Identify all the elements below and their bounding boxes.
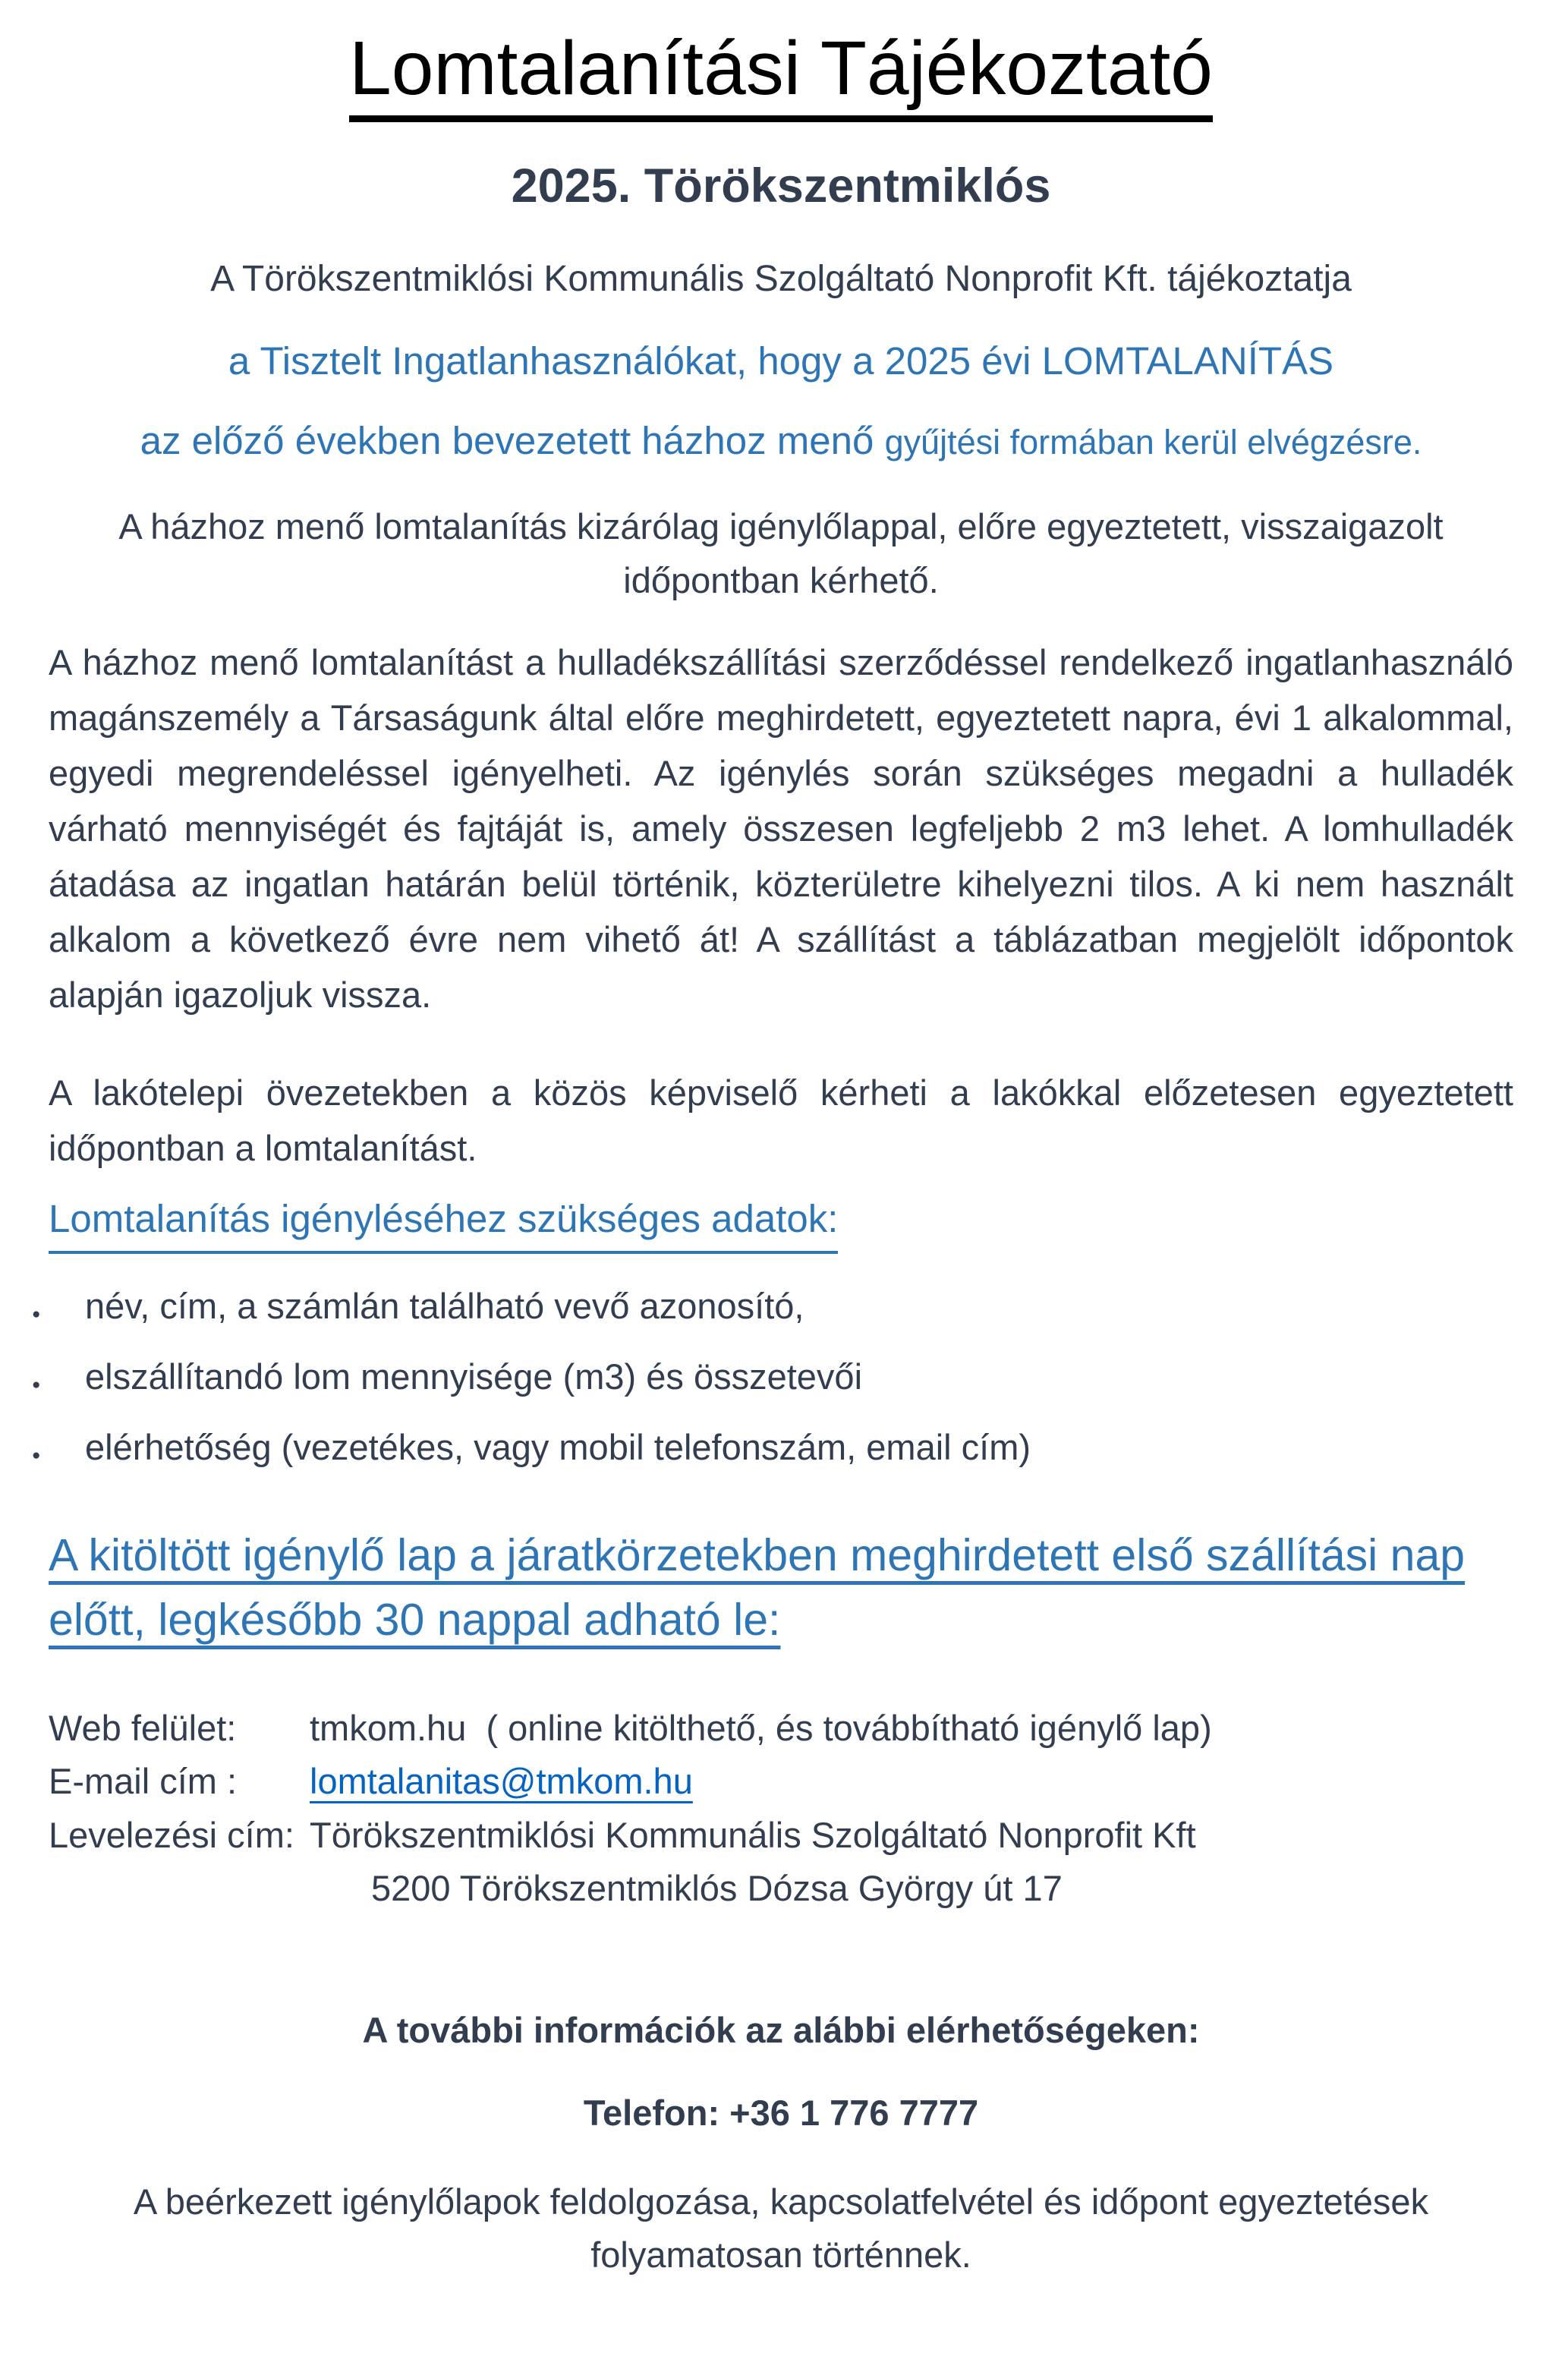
email-label: E-mail cím :: [49, 1761, 238, 1802]
list-item: [29, 1421, 1513, 1482]
bullet-icon: ●: [32, 1376, 41, 1393]
list-item: [29, 1280, 1513, 1341]
bullet-icon: ●: [32, 1447, 41, 1463]
provider-intro-line: A Törökszentmiklósi Kommunális Szolgáltató Nonprofit Kft. tájékoztatja: [210, 259, 1352, 300]
details-paragraph: A házhoz menő lomtalanítást a hulladékszállítási szerződéssel rendelkező ingatlanhasználó magánszemély a Társaságunk által előre meghirdetett, egyeztetett napra, évi 1 alkalommal, egyedi megrendeléssel igényelheti. Az igénylés során szükséges megadni a hulladék várható mennyiségét és fajtáját is, amely összesen legfeljebb 2 m3 lehet. A lomhulladék átadása az ingatlan határán belül történik, közterületre kihelyezni tilos. A ki nem használt alkalom a következő évre nem vihető át! A szállítást a táblázatban megjelölt időpontok alapján igazoljuk vissza.: [49, 642, 1513, 1016]
announcement-line-2-part-b: gyűjtési formában kerül elvégzésre.: [884, 423, 1422, 462]
list-item-text: elérhetőség (vezetékes, vagy mobil telefonszám, email cím): [85, 1426, 1031, 1467]
mail-address-line-2: 5200 Törökszentmiklós Dózsa György út 17: [371, 1868, 1063, 1909]
contact-row-web: [49, 1702, 1513, 1756]
requirements-heading: [49, 1194, 1513, 1253]
announcement-line-2: [49, 417, 1513, 464]
deadline-notice: A kitöltött igénylő lap a járatkörzetekben meghirdetett első szállítási nap előtt, legkésőbb 30 nappal adható le:: [49, 1529, 1466, 1646]
list-item: [29, 1350, 1513, 1412]
bullet-icon: ●: [32, 1306, 41, 1322]
mail-label: Levelezési cím:: [49, 1814, 294, 1855]
document-title: [49, 27, 1513, 122]
contact-block: [49, 1702, 1513, 1916]
list-item-text: név, cím, a számlán található vevő azonosító,: [85, 1285, 804, 1326]
phone-line: Telefon: +36 1 776 7777: [583, 2092, 979, 2133]
requirements-heading-text: Lomtalanítás igényléséhez szükséges adatok:: [49, 1194, 838, 1253]
list-item-text: elszállítandó lom mennyisége (m3) és összetevői: [85, 1356, 863, 1397]
announcement-line-2-part-a: az előző években bevezetett házhoz menő: [140, 419, 885, 463]
announcement-line-1: a Tisztelt Ingatlanhasználókat, hogy a 2025 évi LOMTALANÍTÁS: [228, 339, 1334, 383]
requirements-list: [32, 1280, 1513, 1482]
email-link[interactable]: lomtalanitas@tmkom.hu: [310, 1761, 693, 1802]
housing-estate-paragraph: A lakótelepi övezetekben a közös képviselő kérheti a lakókkal előzetesen egyeztetett időpontban a lomtalanítást.: [49, 1072, 1513, 1169]
contact-row-email: [49, 1755, 1513, 1809]
mail-value: Törökszentmiklósi Kommunális Szolgáltató Nonprofit Kft: [310, 1814, 1196, 1855]
web-value: tmkom.hu ( online kitölthető, és továbbítható igénylő lap): [310, 1707, 1212, 1748]
more-info-heading: A további információk az alábbi elérhetőségeken:: [362, 2009, 1200, 2050]
document-subtitle: 2025. Törökszentmiklós: [511, 159, 1051, 213]
web-label: Web felület:: [49, 1707, 237, 1748]
document-title-text: Lomtalanítási Tájékoztató: [349, 27, 1213, 122]
contact-row-mail: [49, 1809, 1513, 1863]
closing-note: A beérkezett igénylőlapok feldolgozása, kapcsolatfelvétel és időpont egyeztetések folyamatosan történnek.: [133, 2181, 1429, 2276]
appointment-note: A házhoz menő lomtalanítás kizárólag igénylőlappal, előre egyeztetett, visszaigazolt időpontban kérhető.: [118, 506, 1444, 600]
